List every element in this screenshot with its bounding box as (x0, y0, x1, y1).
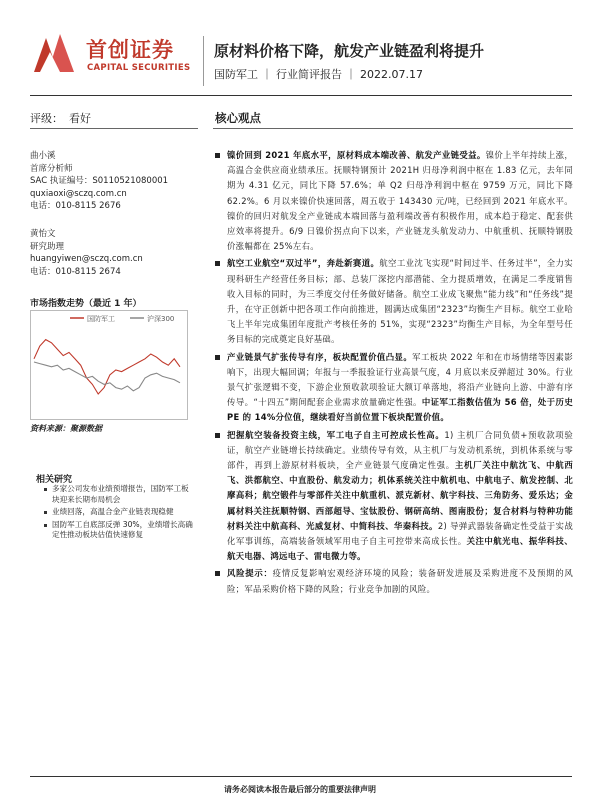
bullet-conclusion: 中证军工指数估值为 56 倍，处于历史 PE 的 14%分位值，继续看好当前位置下板块配置价值。 (227, 397, 574, 423)
index-chart-svg (30, 310, 188, 420)
bullet-body: 1) 主机厂合同负债+预收款项验证，航空产业链增长持续确定。业绩传导有效，从主机厂与发动机系统，到机体系统与零部件，再到上游原材料板块，全产业链景气度确定性强。 (227, 429, 573, 471)
chart-title: 市场指数走势（最近 1 年） (30, 299, 142, 309)
bullet-investment-line (215, 428, 573, 565)
bullet-body: 疫情反复影响宏观经济环境的风险；装备研发进展及采购进度不及预期的风险；军品采购价格下降的风险；行业竞争加剧的风险。 (227, 568, 574, 594)
bullet-lead: 镍价回到 2021 年底水平，原材料成本端改善、航发产业链受益。 (227, 150, 486, 160)
bullet-lead: 风险提示： (227, 568, 273, 579)
bullet-lead: 把握航空装备投资主线，军工电子自主可控成长性高。 (227, 429, 445, 440)
bullet-stock-picks: 主机厂关注中航沈飞、中航西飞、洪都航空、中直股份、航发动力；机体系统关注中航机电、中航电子、航发控制、北摩高科；航空锻件与零部件关注中航重机、派克新材、航宇科技、三角防务、爱乐达；金属材料关注抚顺特钢、西部超导、宝钛股份、钢研高纳、图南股份；复合材料与特种功能材料关注中航高科、光威复材、中简科技、华秦科技。 (227, 460, 573, 531)
bullet-body: 军工板块 2022 年和在市场情绪等因素影响下，出现大幅回调；年报与一季报验证行业高景气度，4 月底以来反弹超过 30%。行业景气扩张逻辑不变，下游企业预收款项验证大额订单落地，将沿产业链向上游、中游有序传导。“十四五”期间配套企业需求放量确定性强。 (227, 351, 573, 408)
analyst-phone: 电话：010-8115 2676 (30, 201, 121, 211)
rating (30, 110, 91, 126)
logo-english: CAPITAL SECURITIES (87, 63, 191, 73)
header-divider (203, 36, 204, 86)
chart-source: 资料来源：聚源数据 (30, 424, 102, 433)
core-view-title: 核心观点 (215, 111, 261, 125)
analyst-2 (30, 228, 143, 278)
bullet-lead: 航空工业航空“双过半”，奔赴新赛道。 (227, 258, 380, 269)
logo-mark-icon (30, 30, 82, 74)
bullet-body: 镍价上半年持续上涨，高温合金供应商业绩承压。抚顺特钢预计 2021H 归母净利润中枢在 1.83 亿元，去年同期为 4.31 亿元，同比下降 57.6%；单 Q2 归母净利润中枢在 9759 万元，同比下降 62.2%。6 月以来镍价快速回落，周五收于 143430 元/吨，已经回到 2021 年底水平。镍价的回归对航发全产业链成本端回落与盈利端改善有积极作用，成本趋于稳定、配套供应效率将提升。6/9 日镍价拐点向下以来，产业链龙头航发动力、中航重机、抚顺特钢股价涨幅都在 25%左右。 (227, 150, 573, 252)
index-chart (30, 310, 188, 420)
bullet-stock-picks-2: 关注中航光电、振华科技、航天电器、鸿远电子、雷电微力等。 (227, 536, 573, 562)
right-rule (213, 128, 573, 129)
related-title: 相关研究 (36, 475, 73, 485)
analyst-1 (30, 150, 168, 213)
analyst-email[interactable]: quxiaoxi@sczq.com.cn (30, 188, 127, 199)
related-list (44, 484, 194, 543)
rating-label: 评级： (30, 112, 63, 125)
analyst-role: 研究助理 (30, 241, 65, 252)
legal-notice: 请务必阅读本报告最后部分的重要法律声明 (224, 785, 376, 794)
bullet-body-2: 2) 导弹武器装备确定性受益于实战化军事训练，高端装备领域军用电子自主可控带来高成长性。 (227, 520, 573, 547)
bullet-sector-valuation (215, 350, 573, 426)
core-view-list (215, 148, 573, 599)
analyst-name: 曲小溪 (30, 151, 56, 161)
left-rule (30, 128, 198, 129)
bullet-body: 航空工业沈飞实现“时间过半、任务过半”，全力实现科研生产经营任务目标；部、总装厂深挖内部潜能、全力提质增效，在满足二季度销售收入目标的同时，为三季度交付任务做好储备。航空工业成飞聚焦“能力线”和“任务线”提升，在守正创新中把各项工作向前推进，圆满达成集团“2323”均衡生产目标。航空工业哈飞上半年完成集团年度批产考核任务的 51%，实现“2323”均衡生产目标，为全年型号任务目标的完成奠定良好基础。 (227, 258, 573, 345)
report-subtitle: 国防军工 ｜ 行业简评报告 ｜ 2022.07.17 (214, 68, 423, 81)
rating-value: 看好 (69, 112, 91, 125)
chart-frame (31, 311, 188, 420)
analyst-phone: 电话：010-8115 2674 (30, 266, 121, 277)
related-item[interactable]: 国防军工自底部反弹 30%，业绩增长高确定性推动板块估值快速修复 (44, 520, 194, 541)
report-title: 原材料价格下降，航发产业链盈利将提升 (214, 42, 485, 60)
company-logo (30, 30, 200, 80)
logo-chinese: 首创证券 (86, 38, 174, 62)
bullet-lead: 产业链景气扩张传导有序，板块配置价值凸显。 (227, 351, 413, 362)
bullet-risk (215, 566, 573, 596)
analyst-name: 黄怡文 (30, 229, 56, 239)
related-item[interactable]: 业绩回落，高温合金产业链表现稳健 (44, 507, 194, 518)
header-rule (30, 95, 572, 96)
bullet-nickel-price (215, 148, 573, 254)
series-line-2 (34, 362, 180, 391)
related-item[interactable]: 多家公司发布业绩预增报告，国防军工板块迎来长期布局机会 (44, 484, 194, 505)
legend-label-1: 国防军工 (87, 315, 115, 323)
analyst-email[interactable]: huangyiwen@sczq.com.cn (30, 254, 143, 264)
analyst-cert: SAC 执证编号：S0110521080001 (30, 176, 169, 186)
analyst-role: 首席分析师 (30, 163, 73, 174)
legend-label-2: 沪深300 (147, 315, 175, 323)
series-line-1 (34, 340, 180, 394)
footer-rule (30, 776, 572, 777)
bullet-aviation-progress (215, 256, 573, 347)
